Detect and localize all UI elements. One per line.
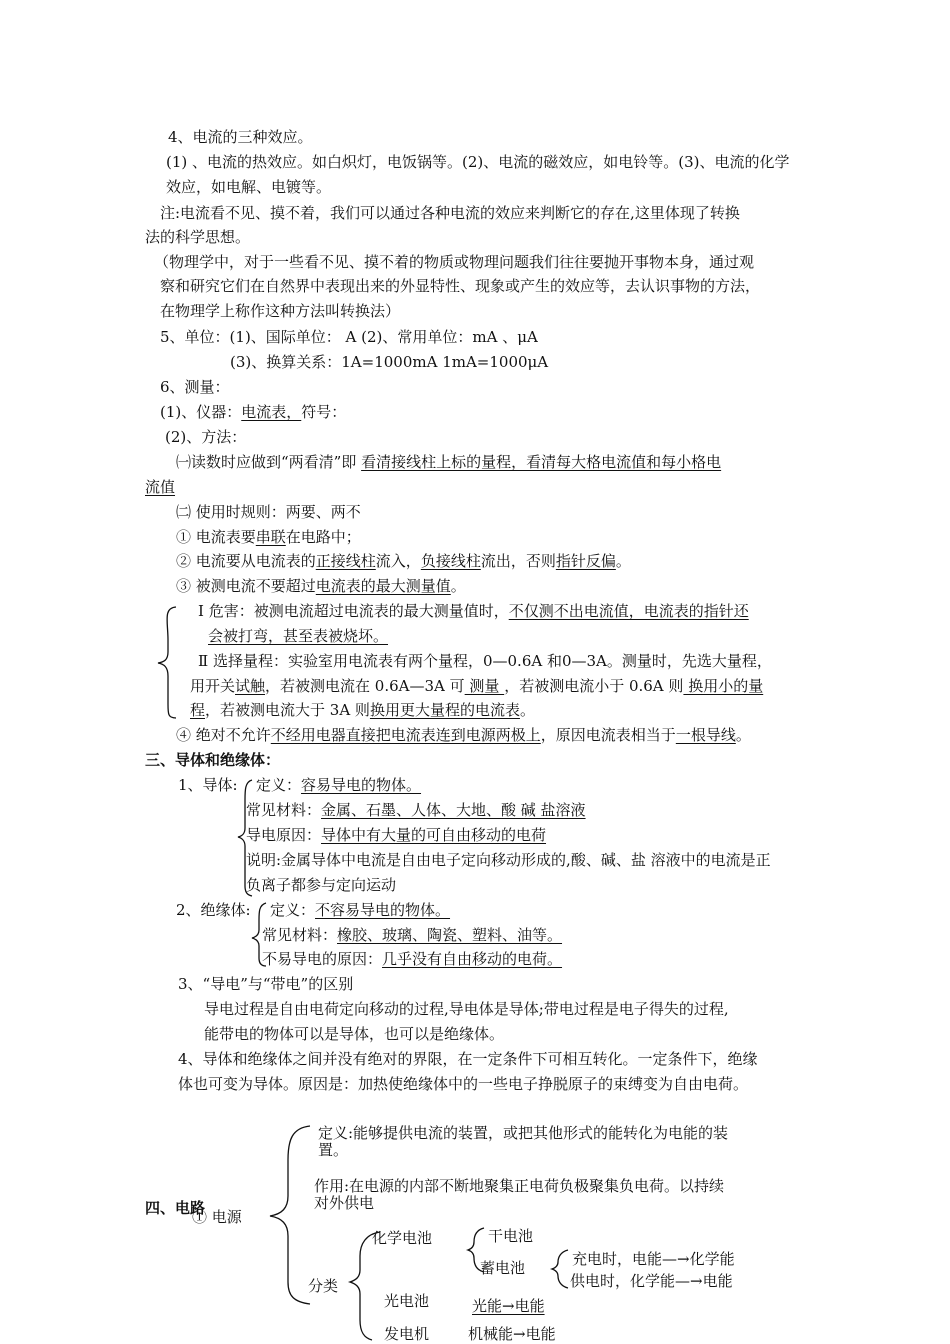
hazard-text: Ⅰ 危害：被测电流超过电流表的最大测量值时，	[198, 602, 509, 620]
chemical-battery: 化学电池	[372, 1229, 433, 1247]
source-func-2: 对外供电	[314, 1194, 375, 1212]
generator: 发电机	[384, 1325, 430, 1343]
transform-line-2: 体也可变为导体。原因是：加热使绝缘体中的一些电子挣脱原子的束缚变为自由电荷。	[178, 1075, 749, 1093]
photocell-conversion-text: 光能→电能	[472, 1297, 545, 1315]
storage-battery: 蓄电池	[480, 1259, 526, 1277]
reading-line-2	[145, 477, 175, 497]
rule-3-key: 电流表的最大测量值	[315, 577, 451, 595]
range-text-3: ，若被测电流小于 0.6A 则	[504, 677, 684, 695]
note-paren-2: 察和研究它们在自然界中表现出来的外显特性、现象或产生的效应等，去认识事物的方法，	[160, 277, 761, 295]
range-key-4: 换用更大量程的电流表	[369, 701, 520, 719]
range-key-2: 测量	[464, 677, 505, 695]
source-def-1: 定义:能够提供电流的装置，或把其他形式的能转化为电能的装	[318, 1124, 729, 1142]
classification-label: 分类	[308, 1277, 339, 1295]
supply-conversion: 供电时，化学能—→电能	[570, 1272, 733, 1290]
conductor-note-1: 说明:金属导体中电流是自由电子定向移动形成的,酸、碱、盐 溶液中的电流是正	[246, 851, 771, 869]
section-4-heading: 四、电路	[145, 1199, 206, 1217]
conductor-reason	[246, 825, 546, 845]
rule-2	[176, 551, 631, 571]
hazard-key-cont: 会被打弯，甚至表被烧坏。	[208, 627, 389, 645]
difference-line-1: 导电过程是自由电荷定向移动的过程,导电体是导体;带电过程是电子得失的过程,	[204, 1000, 729, 1018]
range-text-1: 用开关	[190, 677, 236, 695]
conductor-materials	[246, 800, 586, 820]
conductor-def-label: 定义：	[256, 776, 302, 794]
note-paren-3: 在物理学上称作这种方法叫转换法）	[160, 302, 401, 320]
rule-1	[176, 527, 361, 547]
rule-3-end: 。	[450, 577, 466, 595]
reading-line-1	[176, 452, 721, 472]
range-text-2: ，若被测电流在 0.6A—3A 可	[265, 677, 465, 695]
rule-2-key-3: 指针反偏	[555, 552, 616, 570]
hazard-key: 不仅测不出电流值，电流表的指针还	[508, 602, 749, 620]
generator-conversion: 机械能→电能	[468, 1325, 556, 1343]
range-key-3-cont: 程	[190, 701, 206, 719]
method-label: (2)、方法：	[165, 428, 247, 446]
rule-4	[176, 725, 751, 745]
instrument-name: 电流表，	[241, 403, 302, 421]
range-line-1: Ⅱ 选择量程：实验室用电流表有两个量程，0—0.6A 和0—3A。测量时，先选大量程，	[198, 652, 772, 670]
units-line-1: 5、单位：(1)、国际单位： A (2)、常用单位：mA 、μA	[160, 328, 538, 346]
rule-2-end: 。	[615, 552, 631, 570]
range-key-1: 试触	[235, 677, 266, 695]
insulator-reason	[262, 949, 562, 969]
rule-1-tail: 在电路中；	[285, 528, 361, 546]
hazard-line-2	[208, 626, 388, 646]
insulator-reason-label: 不易导电的原因：	[262, 950, 383, 968]
difference-line-2: 能带电的物体可以是导体，也可以是绝缘体。	[204, 1025, 505, 1043]
conductor-def-value: 容易导电的物体。	[301, 776, 422, 794]
rule-2-key-1: 正接线柱	[315, 552, 376, 570]
conductor-label: 1、导体:	[178, 776, 238, 794]
rule-4-mid: ，原因电流表相当于	[540, 726, 676, 744]
rule-3-text: ③ 被测电流不要超过	[176, 577, 316, 595]
power-source-label: ① 电源	[192, 1208, 242, 1226]
note-line-1: 注:电流看不见、摸不着，我们可以通过各种电流的效应来判断它的存在,这里体现了转换	[160, 204, 740, 222]
range-line-3	[190, 700, 535, 720]
instrument-line	[160, 402, 346, 422]
rule-4-key-1: 不经用电器直接把电流表连到电源两极上	[270, 726, 541, 744]
insulator-materials	[262, 925, 562, 945]
effects-line-2: 效应，如电解、电镀等。	[166, 178, 332, 196]
rule-2-mid: 流入，	[375, 552, 421, 570]
rule-1-key: 串联	[255, 528, 286, 546]
rule-4-text: ④ 绝对不允许	[176, 726, 271, 744]
photocell-conversion	[472, 1296, 545, 1316]
instrument-label: (1)、仪器：	[160, 403, 242, 421]
rule-4-end: 。	[735, 726, 751, 744]
range-end: 。	[519, 701, 535, 719]
conductor-reason-label: 导电原因：	[246, 826, 322, 844]
conductor-note-2: 负离子都参与定向运动	[246, 876, 397, 894]
photocell: 光电池	[384, 1292, 430, 1310]
section-3-heading: 三、导体和绝缘体：	[145, 751, 281, 769]
transform-line-1: 4、导体和绝缘体之间并没有绝对的界限，在一定条件下可相互转化。一定条件下，绝缘	[178, 1050, 758, 1068]
hazard-line-1	[198, 601, 749, 621]
conductor-def	[256, 775, 421, 795]
difference-title: 3、“导电”与“带电”的区别	[178, 975, 354, 993]
insulator-def-label: 定义：	[270, 901, 316, 919]
effects-title: 4、电流的三种效应。	[168, 128, 313, 146]
reading-prefix: ㈠读数时应做到“两看清”即	[176, 453, 362, 471]
rule-1-text: ① 电流表要	[176, 528, 256, 546]
rule-3	[176, 576, 466, 596]
insulator-materials-label: 常见材料：	[262, 926, 338, 944]
usage-rules-title: ㈡ 使用时规则：两要、两不	[176, 503, 361, 521]
conductor-reason-value: 导体中有大量的可自由移动的电荷	[321, 826, 547, 844]
source-func-1: 作用:在电源的内部不断地聚集正电荷负极聚集负电荷。以持续	[314, 1177, 725, 1195]
rule-4-key-2: 一根导线	[675, 726, 736, 744]
rule-2-mid-2: 流出，否则	[480, 552, 556, 570]
insulator-label: 2、绝缘体:	[176, 901, 251, 919]
conductor-materials-value: 金属、石墨、人体、大地、酸 碱 盐溶液	[321, 801, 586, 819]
insulator-def-value: 不容易导电的物体。	[315, 901, 451, 919]
source-def-2: 置。	[318, 1141, 349, 1159]
rule-2-text: ② 电流要从电流表的	[176, 552, 316, 570]
note-paren-1: （物理学中，对于一些看不见、摸不着的物质或物理问题我们往往要抛开事物本身，通过观	[154, 253, 755, 271]
effects-line-1: (1) 、电流的热效应。如白炽灯，电饭锅等。(2)、电流的磁效应，如电铃等。(3)、电流的化学	[166, 153, 790, 171]
range-key-3: 换用小的量	[683, 677, 764, 695]
charging-conversion: 充电时，电能—→化学能	[572, 1250, 735, 1268]
conductor-materials-label: 常见材料：	[246, 801, 322, 819]
symbol-label: 符号：	[301, 403, 347, 421]
range-text-4: ，若被测电流大于 3A 则	[205, 701, 370, 719]
insulator-def	[270, 900, 450, 920]
reading-rule-cont: 流值	[145, 478, 176, 496]
measure-title: 6、测量：	[160, 378, 230, 396]
reading-rule: 看清接线柱上标的量程，看清每大格电流值和每小格电	[361, 453, 722, 471]
units-line-2: (3)、换算关系：1A=1000mA 1mA=1000μA	[230, 353, 549, 371]
note-line-2: 法的科学思想。	[145, 228, 251, 246]
dry-cell: 干电池	[488, 1227, 534, 1245]
insulator-reason-value: 几乎没有自由移动的电荷。	[382, 950, 563, 968]
insulator-materials-value: 橡胶、玻璃、陶瓷、塑料、油等。	[337, 926, 563, 944]
rule-2-key-2: 负接线柱	[420, 552, 481, 570]
range-line-2	[190, 676, 763, 696]
